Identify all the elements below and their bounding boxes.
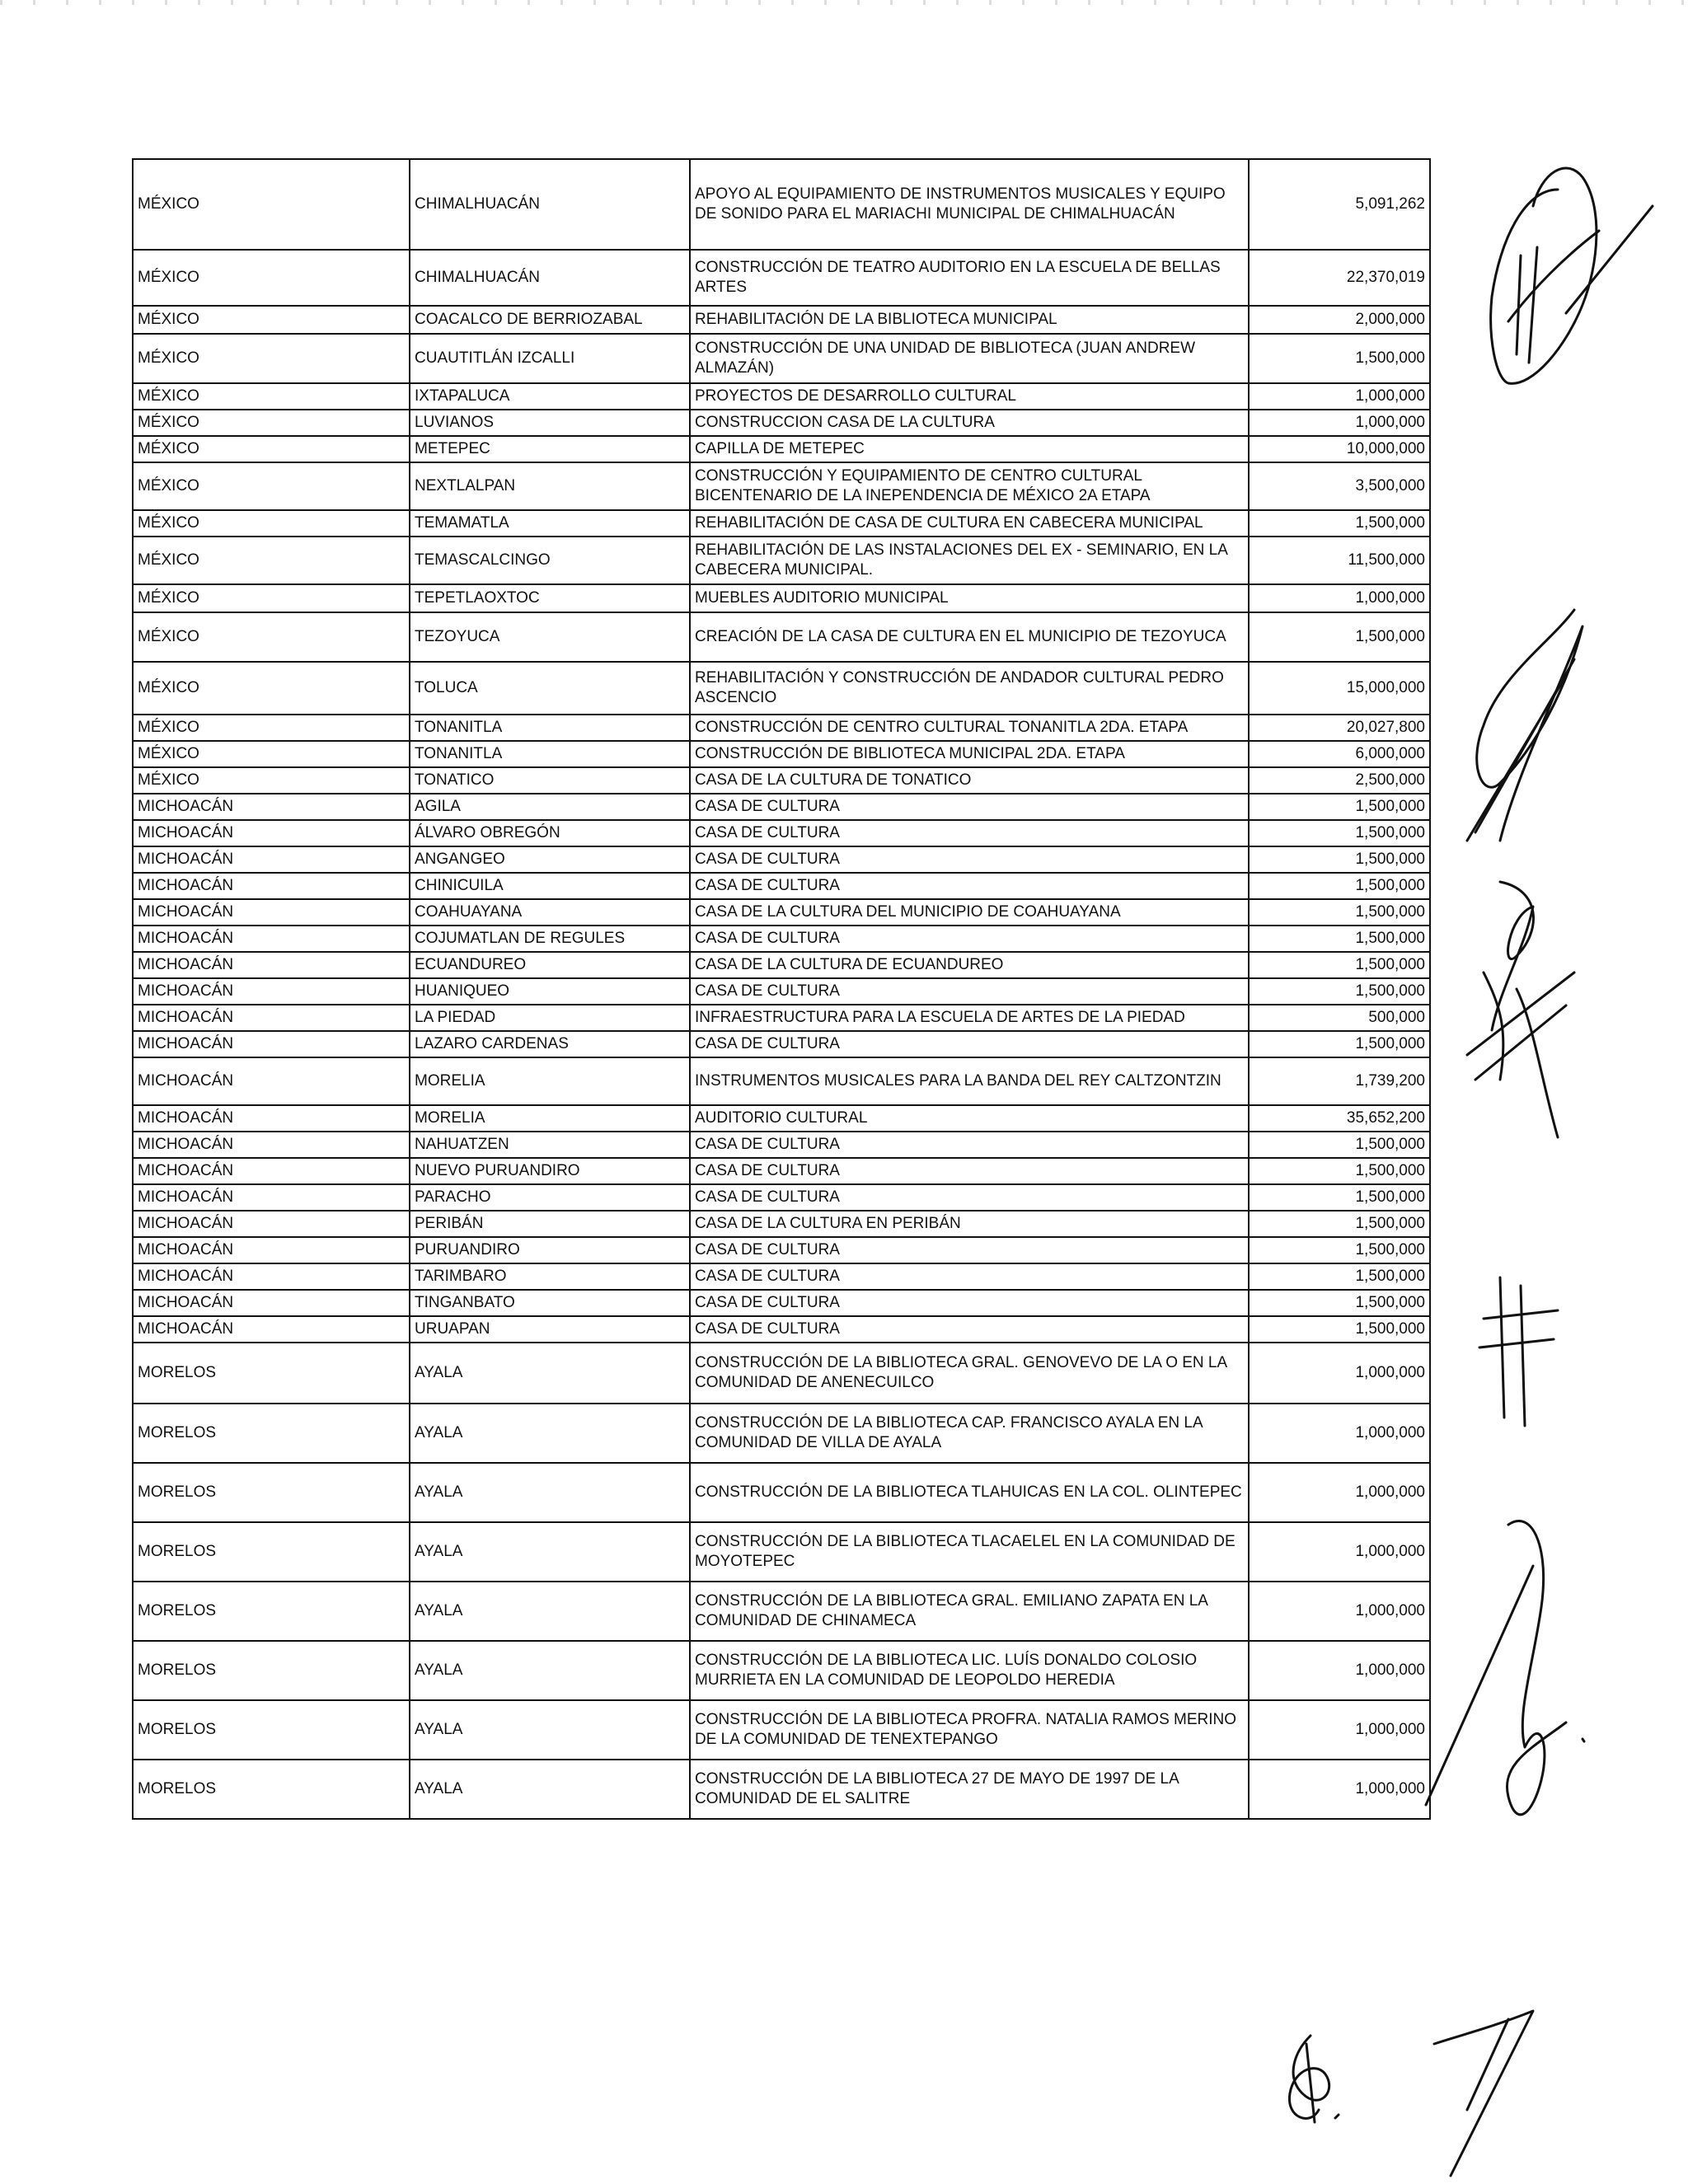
table-row bbox=[133, 1132, 1430, 1158]
project-cell: CONSTRUCCIÓN DE LA BIBLIOTECA CAP. FRANCISCO AYALA EN LA COMUNIDAD DE VILLA DE AYALA bbox=[690, 1404, 1249, 1463]
amount-cell: 1,500,000 bbox=[1249, 1211, 1430, 1237]
state-cell: MICHOACÁN bbox=[133, 978, 410, 1005]
municipality-cell: TARIMBARO bbox=[410, 1263, 690, 1290]
municipality-cell: LAZARO CARDENAS bbox=[410, 1031, 690, 1057]
amount-cell: 3,500,000 bbox=[1249, 462, 1430, 510]
table-row bbox=[133, 741, 1430, 767]
project-cell: CONSTRUCCIÓN DE LA BIBLIOTECA 27 DE MAYO DE 1997 DE LA COMUNIDAD DE EL SALITRE bbox=[690, 1760, 1249, 1819]
municipality-cell: TONANITLA bbox=[410, 715, 690, 741]
state-cell: MORELOS bbox=[133, 1760, 410, 1819]
amount-cell: 1,000,000 bbox=[1249, 383, 1430, 410]
project-cell: APOYO AL EQUIPAMIENTO DE INSTRUMENTOS MUSICALES Y EQUIPO DE SONIDO PARA EL MARIACHI MUNICIPAL DE CHIMALHUACÁN bbox=[690, 159, 1249, 250]
project-cell: CONSTRUCCIÓN DE LA BIBLIOTECA TLACAELEL EN LA COMUNIDAD DE MOYOTEPEC bbox=[690, 1522, 1249, 1582]
state-cell: MÉXICO bbox=[133, 436, 410, 462]
table-body bbox=[133, 159, 1430, 1819]
table-row bbox=[133, 794, 1430, 820]
amount-cell: 500,000 bbox=[1249, 1005, 1430, 1031]
project-cell: CASA DE CULTURA bbox=[690, 1316, 1249, 1343]
signature-1 bbox=[1459, 157, 1657, 404]
signature-4 bbox=[1467, 1269, 1566, 1434]
municipality-cell: LA PIEDAD bbox=[410, 1005, 690, 1031]
table-row bbox=[133, 510, 1430, 537]
project-cell: CASA DE CULTURA bbox=[690, 1184, 1249, 1211]
state-cell: MÉXICO bbox=[133, 715, 410, 741]
state-cell: MICHOACÁN bbox=[133, 1184, 410, 1211]
amount-cell: 22,370,019 bbox=[1249, 250, 1430, 306]
amount-cell: 1,000,000 bbox=[1249, 1463, 1430, 1522]
amount-cell: 10,000,000 bbox=[1249, 436, 1430, 462]
table-row bbox=[133, 1158, 1430, 1184]
project-cell: CONSTRUCCIÓN DE TEATRO AUDITORIO EN LA ESCUELA DE BELLAS ARTES bbox=[690, 250, 1249, 306]
municipality-cell: CHIMALHUACÁN bbox=[410, 250, 690, 306]
state-cell: MICHOACÁN bbox=[133, 1132, 410, 1158]
state-cell: MÉXICO bbox=[133, 537, 410, 584]
municipality-cell: MORELIA bbox=[410, 1105, 690, 1132]
project-cell: CONSTRUCCIÓN DE LA BIBLIOTECA TLAHUICAS EN LA COL. OLINTEPEC bbox=[690, 1463, 1249, 1522]
state-cell: MÉXICO bbox=[133, 741, 410, 767]
table-row bbox=[133, 978, 1430, 1005]
project-cell: CASA DE LA CULTURA DE ECUANDUREO bbox=[690, 952, 1249, 978]
project-cell: REHABILITACIÓN DE LAS INSTALACIONES DEL EX - SEMINARIO, EN LA CABECERA MUNICIPAL. bbox=[690, 537, 1249, 584]
project-cell: CASA DE CULTURA bbox=[690, 1290, 1249, 1316]
amount-cell: 1,500,000 bbox=[1249, 1316, 1430, 1343]
state-cell: MORELOS bbox=[133, 1343, 410, 1404]
table-row bbox=[133, 1700, 1430, 1760]
amount-cell: 1,500,000 bbox=[1249, 1290, 1430, 1316]
project-cell: CASA DE LA CULTURA DEL MUNICIPIO DE COAHUAYANA bbox=[690, 899, 1249, 926]
project-cell: CASA DE CULTURA bbox=[690, 926, 1249, 952]
table-row bbox=[133, 846, 1430, 873]
state-cell: MICHOACÁN bbox=[133, 820, 410, 846]
state-cell: MICHOACÁN bbox=[133, 1158, 410, 1184]
municipality-cell: PERIBÁN bbox=[410, 1211, 690, 1237]
municipality-cell: PARACHO bbox=[410, 1184, 690, 1211]
amount-cell: 1,000,000 bbox=[1249, 1700, 1430, 1760]
table-row bbox=[133, 537, 1430, 584]
municipality-cell: TEMASCALCINGO bbox=[410, 537, 690, 584]
table-row bbox=[133, 1005, 1430, 1031]
municipality-cell: LUVIANOS bbox=[410, 410, 690, 436]
amount-cell: 1,500,000 bbox=[1249, 334, 1430, 383]
table-row bbox=[133, 952, 1430, 978]
table-row bbox=[133, 820, 1430, 846]
project-cell: CASA DE CULTURA bbox=[690, 1158, 1249, 1184]
amount-cell: 1,500,000 bbox=[1249, 820, 1430, 846]
project-cell: CONSTRUCCIÓN DE LA BIBLIOTECA GRAL. EMILIANO ZAPATA EN LA COMUNIDAD DE CHINAMECA bbox=[690, 1582, 1249, 1641]
municipality-cell: ÁLVARO OBREGÓN bbox=[410, 820, 690, 846]
project-cell: CASA DE CULTURA bbox=[690, 978, 1249, 1005]
state-cell: MICHOACÁN bbox=[133, 1057, 410, 1105]
state-cell: MÉXICO bbox=[133, 662, 410, 715]
state-cell: MÉXICO bbox=[133, 334, 410, 383]
table-row bbox=[133, 1237, 1430, 1263]
state-cell: MÉXICO bbox=[133, 383, 410, 410]
state-cell: MORELOS bbox=[133, 1404, 410, 1463]
project-cell: INFRAESTRUCTURA PARA LA ESCUELA DE ARTES DE LA PIEDAD bbox=[690, 1005, 1249, 1031]
project-cell: CONSTRUCCIÓN DE LA BIBLIOTECA LIC. LUÍS DONALDO COLOSIO MURRIETA EN LA COMUNIDAD DE LEOPOLDO HEREDIA bbox=[690, 1641, 1249, 1700]
project-cell: CASA DE CULTURA bbox=[690, 794, 1249, 820]
state-cell: MÉXICO bbox=[133, 410, 410, 436]
table-row bbox=[133, 1316, 1430, 1343]
state-cell: MICHOACÁN bbox=[133, 1211, 410, 1237]
municipality-cell: TINGANBATO bbox=[410, 1290, 690, 1316]
municipality-cell: ANGANGEO bbox=[410, 846, 690, 873]
project-cell: REHABILITACIÓN Y CONSTRUCCIÓN DE ANDADOR CULTURAL PEDRO ASCENCIO bbox=[690, 662, 1249, 715]
amount-cell: 1,500,000 bbox=[1249, 1184, 1430, 1211]
state-cell: MORELOS bbox=[133, 1463, 410, 1522]
amount-cell: 1,500,000 bbox=[1249, 1031, 1430, 1057]
table-row bbox=[133, 1263, 1430, 1290]
project-cell: AUDITORIO CULTURAL bbox=[690, 1105, 1249, 1132]
state-cell: MICHOACÁN bbox=[133, 1105, 410, 1132]
amount-cell: 20,027,800 bbox=[1249, 715, 1430, 741]
table-row bbox=[133, 873, 1430, 899]
project-cell: MUEBLES AUDITORIO MUNICIPAL bbox=[690, 584, 1249, 612]
amount-cell: 35,652,200 bbox=[1249, 1105, 1430, 1132]
project-cell: REHABILITACIÓN DE LA BIBLIOTECA MUNICIPAL bbox=[690, 306, 1249, 334]
municipality-cell: AGILA bbox=[410, 794, 690, 820]
municipality-cell: TONATICO bbox=[410, 767, 690, 794]
municipality-cell: IXTAPALUCA bbox=[410, 383, 690, 410]
amount-cell: 1,000,000 bbox=[1249, 1343, 1430, 1404]
municipality-cell: AYALA bbox=[410, 1582, 690, 1641]
amount-cell: 1,500,000 bbox=[1249, 952, 1430, 978]
state-cell: MICHOACÁN bbox=[133, 1237, 410, 1263]
stroke-signature bbox=[1418, 1994, 1550, 2184]
municipality-cell: AYALA bbox=[410, 1463, 690, 1522]
budget-table bbox=[132, 158, 1431, 1820]
project-cell: CONSTRUCCIÓN DE UNA UNIDAD DE BIBLIOTECA (JUAN ANDREW ALMAZÁN) bbox=[690, 334, 1249, 383]
project-cell: CREACIÓN DE LA CASA DE CULTURA EN EL MUNICIPIO DE TEZOYUCA bbox=[690, 612, 1249, 662]
table-row bbox=[133, 715, 1430, 741]
table-row bbox=[133, 1522, 1430, 1582]
municipality-cell: COACALCO DE BERRIOZABAL bbox=[410, 306, 690, 334]
municipality-cell: AYALA bbox=[410, 1343, 690, 1404]
municipality-cell: PURUANDIRO bbox=[410, 1237, 690, 1263]
amount-cell: 1,000,000 bbox=[1249, 410, 1430, 436]
signature-5 bbox=[1418, 1500, 1607, 1854]
municipality-cell: CUAUTITLÁN IZCALLI bbox=[410, 334, 690, 383]
amount-cell: 1,000,000 bbox=[1249, 1582, 1430, 1641]
state-cell: MICHOACÁN bbox=[133, 1005, 410, 1031]
state-cell: MORELOS bbox=[133, 1522, 410, 1582]
amount-cell: 1,500,000 bbox=[1249, 1132, 1430, 1158]
amount-cell: 1,500,000 bbox=[1249, 1263, 1430, 1290]
table-row bbox=[133, 584, 1430, 612]
amount-cell: 1,500,000 bbox=[1249, 1237, 1430, 1263]
state-cell: MICHOACÁN bbox=[133, 794, 410, 820]
amount-cell: 1,000,000 bbox=[1249, 1522, 1430, 1582]
project-cell: PROYECTOS DE DESARROLLO CULTURAL bbox=[690, 383, 1249, 410]
project-cell: CONSTRUCCIÓN DE BIBLIOTECA MUNICIPAL 2DA. ETAPA bbox=[690, 741, 1249, 767]
project-cell: CASA DE CULTURA bbox=[690, 846, 1249, 873]
state-cell: MÉXICO bbox=[133, 159, 410, 250]
municipality-cell: NUEVO PURUANDIRO bbox=[410, 1158, 690, 1184]
municipality-cell: NEXTLALPAN bbox=[410, 462, 690, 510]
municipality-cell: HUANIQUEO bbox=[410, 978, 690, 1005]
amount-cell: 1,000,000 bbox=[1249, 1641, 1430, 1700]
amount-cell: 1,500,000 bbox=[1249, 873, 1430, 899]
municipality-cell: AYALA bbox=[410, 1404, 690, 1463]
table-row bbox=[133, 1343, 1430, 1404]
amount-cell: 1,000,000 bbox=[1249, 1760, 1430, 1819]
state-cell: MICHOACÁN bbox=[133, 952, 410, 978]
amount-cell: 1,500,000 bbox=[1249, 1158, 1430, 1184]
initials-signature bbox=[1269, 2027, 1352, 2135]
amount-cell: 1,000,000 bbox=[1249, 1404, 1430, 1463]
state-cell: MÉXICO bbox=[133, 250, 410, 306]
state-cell: MICHOACÁN bbox=[133, 1263, 410, 1290]
state-cell: MICHOACÁN bbox=[133, 873, 410, 899]
municipality-cell: TEZOYUCA bbox=[410, 612, 690, 662]
state-cell: MORELOS bbox=[133, 1582, 410, 1641]
project-cell: CASA DE CULTURA bbox=[690, 1132, 1249, 1158]
project-cell: CONSTRUCCION CASA DE LA CULTURA bbox=[690, 410, 1249, 436]
amount-cell: 1,000,000 bbox=[1249, 584, 1430, 612]
state-cell: MÉXICO bbox=[133, 462, 410, 510]
project-cell: CAPILLA DE METEPEC bbox=[690, 436, 1249, 462]
project-cell: CASA DE LA CULTURA DE TONATICO bbox=[690, 767, 1249, 794]
table-row bbox=[133, 383, 1430, 410]
amount-cell: 2,500,000 bbox=[1249, 767, 1430, 794]
table-row bbox=[133, 1105, 1430, 1132]
table-row bbox=[133, 250, 1430, 306]
table-row bbox=[133, 159, 1430, 250]
project-cell: CASA DE CULTURA bbox=[690, 1237, 1249, 1263]
state-cell: MORELOS bbox=[133, 1641, 410, 1700]
table-row bbox=[133, 1211, 1430, 1237]
table-row bbox=[133, 1582, 1430, 1641]
amount-cell: 1,500,000 bbox=[1249, 846, 1430, 873]
table-row bbox=[133, 926, 1430, 952]
municipality-cell: AYALA bbox=[410, 1522, 690, 1582]
project-cell: CONSTRUCCIÓN DE LA BIBLIOTECA PROFRA. NATALIA RAMOS MERINO DE LA COMUNIDAD DE TENEXTEPANGO bbox=[690, 1700, 1249, 1760]
table-row bbox=[133, 612, 1430, 662]
municipality-cell: TOLUCA bbox=[410, 662, 690, 715]
state-cell: MICHOACÁN bbox=[133, 1290, 410, 1316]
state-cell: MICHOACÁN bbox=[133, 1031, 410, 1057]
table-row bbox=[133, 1404, 1430, 1463]
municipality-cell: AYALA bbox=[410, 1760, 690, 1819]
municipality-cell: NAHUATZEN bbox=[410, 1132, 690, 1158]
amount-cell: 1,500,000 bbox=[1249, 612, 1430, 662]
municipality-cell: TEPETLAOXTOC bbox=[410, 584, 690, 612]
amount-cell: 15,000,000 bbox=[1249, 662, 1430, 715]
state-cell: MÉXICO bbox=[133, 584, 410, 612]
table-row bbox=[133, 1031, 1430, 1057]
scan-edge-noise bbox=[0, 0, 1688, 5]
table-row bbox=[133, 899, 1430, 926]
table-row bbox=[133, 410, 1430, 436]
project-cell: REHABILITACIÓN DE CASA DE CULTURA EN CABECERA MUNICIPAL bbox=[690, 510, 1249, 537]
project-cell: CASA DE LA CULTURA EN PERIBÁN bbox=[690, 1211, 1249, 1237]
table-row bbox=[133, 1184, 1430, 1211]
municipality-cell: CHIMALHUACÁN bbox=[410, 159, 690, 250]
municipality-cell: TONANITLA bbox=[410, 741, 690, 767]
state-cell: MÉXICO bbox=[133, 767, 410, 794]
state-cell: MICHOACÁN bbox=[133, 926, 410, 952]
table-row bbox=[133, 1290, 1430, 1316]
amount-cell: 1,500,000 bbox=[1249, 794, 1430, 820]
project-cell: CASA DE CULTURA bbox=[690, 820, 1249, 846]
amount-cell: 2,000,000 bbox=[1249, 306, 1430, 334]
state-cell: MICHOACÁN bbox=[133, 1316, 410, 1343]
project-cell: CASA DE CULTURA bbox=[690, 873, 1249, 899]
municipality-cell: METEPEC bbox=[410, 436, 690, 462]
table-row bbox=[133, 462, 1430, 510]
table-row bbox=[133, 436, 1430, 462]
state-cell: MÉXICO bbox=[133, 612, 410, 662]
municipality-cell: AYALA bbox=[410, 1700, 690, 1760]
table-row bbox=[133, 306, 1430, 334]
state-cell: MICHOACÁN bbox=[133, 846, 410, 873]
municipality-cell: CHINICUILA bbox=[410, 873, 690, 899]
table-row bbox=[133, 1463, 1430, 1522]
municipality-cell: MORELIA bbox=[410, 1057, 690, 1105]
amount-cell: 5,091,262 bbox=[1249, 159, 1430, 250]
amount-cell: 1,500,000 bbox=[1249, 926, 1430, 952]
table-row bbox=[133, 334, 1430, 383]
table-row bbox=[133, 662, 1430, 715]
state-cell: MICHOACÁN bbox=[133, 899, 410, 926]
project-cell: CASA DE CULTURA bbox=[690, 1031, 1249, 1057]
municipality-cell: TEMAMATLA bbox=[410, 510, 690, 537]
signature-3 bbox=[1451, 865, 1582, 1179]
table-row bbox=[133, 1057, 1430, 1105]
table-row bbox=[133, 1641, 1430, 1700]
amount-cell: 1,500,000 bbox=[1249, 510, 1430, 537]
state-cell: MÉXICO bbox=[133, 510, 410, 537]
state-cell: MORELOS bbox=[133, 1700, 410, 1760]
table-row bbox=[133, 767, 1430, 794]
municipality-cell: URUAPAN bbox=[410, 1316, 690, 1343]
municipality-cell: AYALA bbox=[410, 1641, 690, 1700]
project-cell: CASA DE CULTURA bbox=[690, 1263, 1249, 1290]
amount-cell: 1,739,200 bbox=[1249, 1057, 1430, 1105]
project-cell: CONSTRUCCIÓN DE LA BIBLIOTECA GRAL. GENOVEVO DE LA O EN LA COMUNIDAD DE ANENECUILCO bbox=[690, 1343, 1249, 1404]
municipality-cell: COAHUAYANA bbox=[410, 899, 690, 926]
state-cell: MÉXICO bbox=[133, 306, 410, 334]
amount-cell: 11,500,000 bbox=[1249, 537, 1430, 584]
municipality-cell: COJUMATLAN DE REGULES bbox=[410, 926, 690, 952]
project-cell: CONSTRUCCIÓN DE CENTRO CULTURAL TONANITLA 2DA. ETAPA bbox=[690, 715, 1249, 741]
table-row bbox=[133, 1760, 1430, 1819]
project-cell: INSTRUMENTOS MUSICALES PARA LA BANDA DEL REY CALTZONTZIN bbox=[690, 1057, 1249, 1105]
amount-cell: 1,500,000 bbox=[1249, 899, 1430, 926]
signature-2 bbox=[1451, 593, 1599, 857]
municipality-cell: ECUANDUREO bbox=[410, 952, 690, 978]
amount-cell: 1,500,000 bbox=[1249, 978, 1430, 1005]
project-cell: CONSTRUCCIÓN Y EQUIPAMIENTO DE CENTRO CULTURAL BICENTENARIO DE LA INEPENDENCIA DE MÉXICO 2A ETAPA bbox=[690, 462, 1249, 510]
amount-cell: 6,000,000 bbox=[1249, 741, 1430, 767]
